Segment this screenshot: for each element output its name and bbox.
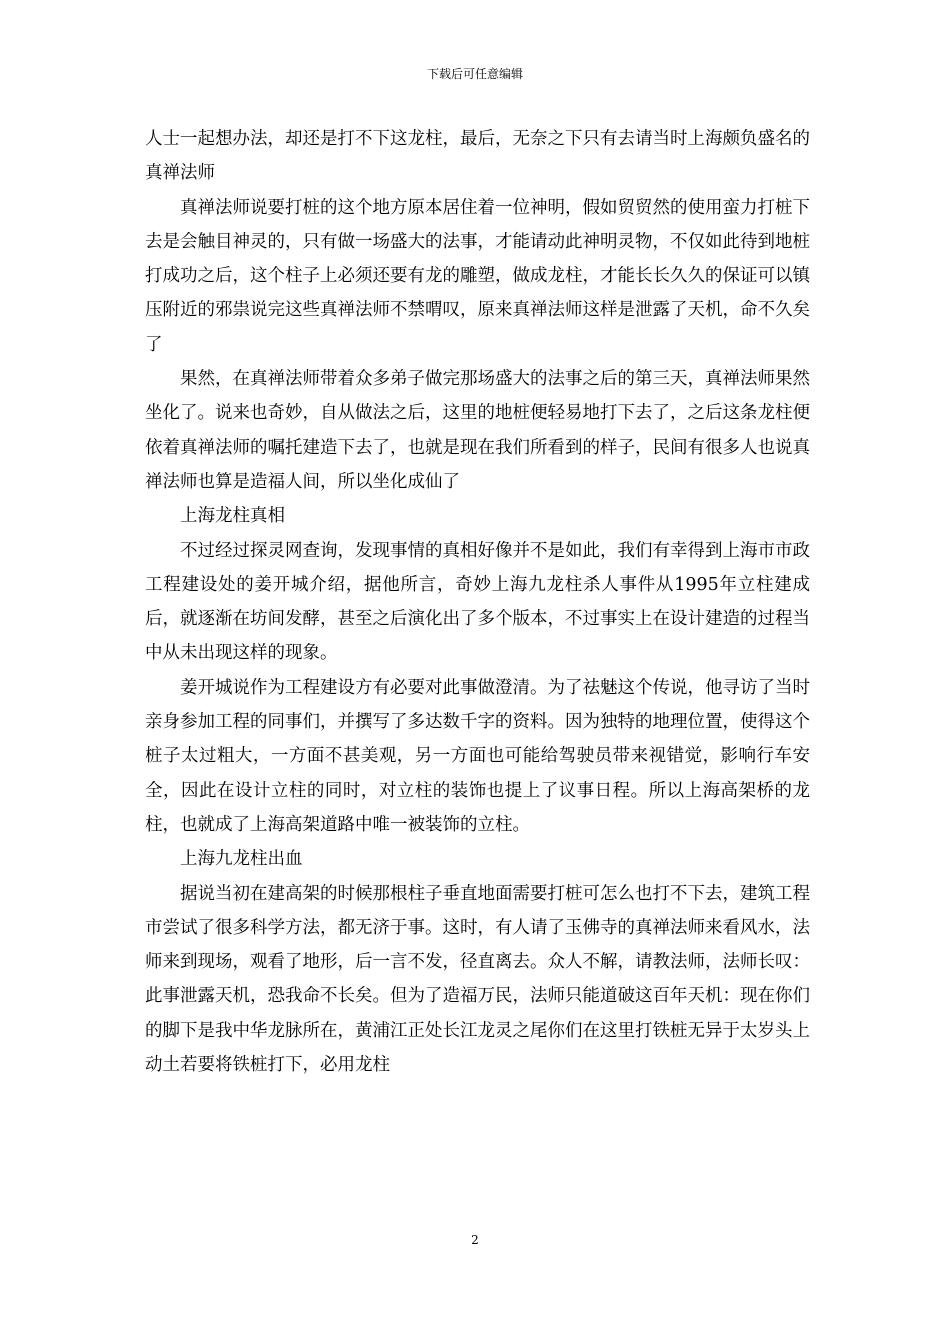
paragraph: 果然，在真禅法师带着众多弟子做完那场盛大的法事之后的第三天，真禅法师果然坐化了。说来也奇妙，自从做法之后，这里的地桩便轻易地打下去了，之后这条龙柱便依着真禅法师的嘱托建造下去了，也就是现在我们所看到的样子，民间有很多人也说真禅法师也算是造福人间，所以坐化成仙了 — [145, 369, 810, 492]
page-number: 2 — [471, 1233, 479, 1247]
section-heading: 上海九龙柱出血 — [180, 849, 303, 870]
document-body — [145, 122, 810, 1082]
paragraph: 姜开城说作为工程建设方有必要对此事做澄清。为了祛魅这个传说，他寻访了当时亲身参加工程的同事们，并撰写了多达数千字的资料。因为独特的地理位置，使得这个桩子太过粗大，一方面不甚美观，另一方面也可能给驾驶员带来视错觉，影响行车安全，因此在设计立柱的同时，对立柱的装饰也提上了议事日程。所以上海高架桥的龙柱，也就成了上海高架道路中唯一被装饰的立柱。 — [145, 677, 810, 835]
section-heading: 上海龙柱真相 — [180, 506, 285, 527]
page-header: 下载后可任意编辑 — [426, 67, 523, 81]
paragraph: 真禅法师说要打桩的这个地方原本居住着一位神明，假如贸贸然的使用蛮力打桩下去是会触目神灵的，只有做一场盛大的法事，才能请动此神明灵物，不仅如此待到地桩打成功之后，这个柱子上必须还要有龙的雕塑，做成龙柱，才能长长久久的保证可以镇压附近的邪祟说完这些真禅法师不禁喟叹，原来真禅法师这样是泄露了天机，命不久矣了 — [145, 197, 810, 355]
paragraph: 据说当初在建高架的时候那根柱子垂直地面需要打桩可怎么也打不下去，建筑工程市尝试了很多科学方法，都无济于事。这时，有人请了玉佛寺的真禅法师来看风水，法师来到现场，观看了地形，后一言不发，径直离去。众人不解，请教法师，法师长叹：此事泄露天机，恐我命不长矣。但为了造福万民，法师只能道破这百年天机：现在你们的脚下是我中华龙脉所在，黄浦江正处长江龙灵之尾你们在这里打铁桩无异于太岁头上动土若要将铁桩打下，必用龙柱 — [145, 883, 810, 1076]
paragraph: 不过经过探灵网查询，发现事情的真相好像并不是如此，我们有幸得到上海市市政工程建设处的姜开城介绍，据他所言，奇妙上海九龙柱杀人事件从1995年立柱建成后，就逐渐在坊间发酵，甚至之后演化出了多个版本，不过事实上在设计建造的过程当中从未出现这样的现象。 — [145, 540, 810, 664]
paragraph: 人士一起想办法，却还是打不下这龙柱，最后，无奈之下只有去请当时上海颇负盛名的真禅法师 — [145, 129, 810, 184]
